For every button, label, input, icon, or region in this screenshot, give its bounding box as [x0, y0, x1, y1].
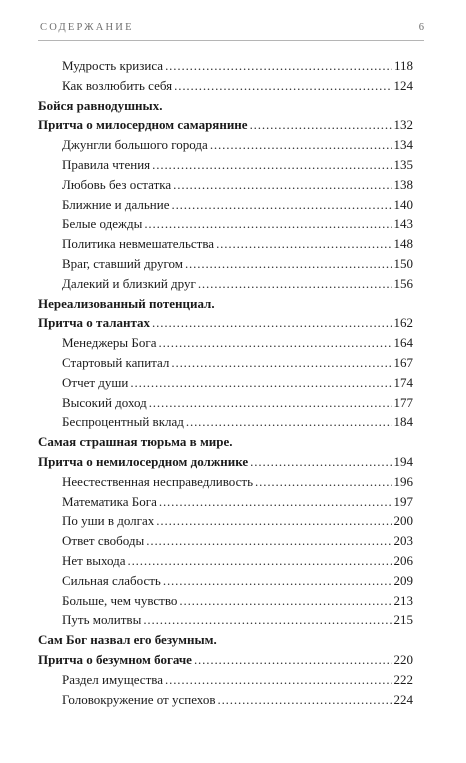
dot-leader [171, 197, 391, 213]
toc-page-number: 143 [393, 216, 413, 232]
toc-part-heading [38, 98, 413, 118]
toc-entry[interactable] [38, 375, 413, 395]
toc-entry[interactable] [38, 692, 413, 712]
toc-page-number: 194 [393, 453, 413, 469]
toc-entry-title: Далекий и близкий друг [62, 275, 196, 291]
toc-page-number: 138 [393, 176, 413, 192]
toc-section-entry[interactable] [38, 652, 413, 672]
dot-leader [143, 612, 391, 628]
toc-page-number: 200 [393, 513, 413, 529]
toc-entry-title: Беспроцентный вклад [62, 414, 184, 430]
toc-entry-title: Мудрость кризиса [62, 58, 164, 73]
toc-entry-title: Нет выхода [62, 552, 126, 568]
dot-leader [165, 672, 392, 688]
toc-entry-title: Притча о талантах [38, 315, 151, 331]
toc-page-number: 118 [393, 58, 413, 73]
dot-leader [186, 414, 392, 430]
toc-entry-title: Ближние и дальние [62, 196, 170, 212]
toc-entry-title: Ответ свободы [62, 533, 145, 549]
toc-entry-title: Сам Бог назвал его безумным. [38, 632, 217, 648]
dot-leader [127, 553, 391, 569]
toc-entry[interactable] [38, 494, 413, 514]
toc-entry[interactable] [38, 177, 413, 197]
dot-leader [216, 236, 391, 252]
toc-page-number: 167 [393, 354, 413, 370]
toc-entry-title: Притча о немилосердном должнике [38, 453, 249, 469]
toc-entry-title: Любовь без остатка [62, 176, 172, 192]
toc-page-number: 140 [393, 196, 413, 212]
dot-leader [174, 78, 391, 94]
toc-entry-title: Путь молитвы [62, 612, 142, 628]
dot-leader [173, 177, 391, 193]
dot-leader [152, 157, 391, 173]
toc-entry-title: По уши в долгах [62, 513, 155, 529]
toc-page-number: 222 [393, 671, 413, 687]
toc-page-number: 174 [393, 374, 413, 390]
toc-entry-title: Притча о безумном богаче [38, 651, 192, 667]
toc-page-number: 148 [393, 236, 413, 252]
header-divider [38, 40, 424, 41]
toc-page-number: 162 [393, 315, 413, 331]
toc-entry-title: Политика невмешательства [62, 236, 215, 252]
toc-entry-title: Стартовый капитал [62, 354, 170, 370]
toc-page-number: 150 [393, 255, 413, 271]
toc-entry-title: Бойся равнодушных. [38, 97, 163, 113]
toc-entry-title: Нереализованный потенциал. [38, 295, 215, 311]
dot-leader [152, 315, 391, 331]
dot-leader [210, 137, 392, 153]
toc-page-number: 135 [393, 156, 413, 172]
toc-entry-title: Высокий доход [62, 394, 147, 410]
toc-entry-title: Притча о милосердном самарянине [38, 117, 248, 133]
toc-entry[interactable] [38, 276, 413, 296]
toc-entry-title: Враг, ставший другом [62, 255, 183, 271]
toc-section-entry[interactable] [38, 454, 413, 474]
dot-leader [171, 355, 391, 371]
toc-entry-title: Головокружение от успехов [62, 691, 216, 707]
toc-entry[interactable] [38, 78, 413, 98]
toc-page-number: 196 [393, 473, 413, 489]
dot-leader [198, 276, 392, 292]
toc-entry[interactable] [38, 593, 413, 613]
dot-leader [250, 454, 391, 470]
toc-entry[interactable] [38, 553, 413, 573]
toc-entry[interactable] [38, 474, 413, 494]
dot-leader [179, 593, 391, 609]
dot-leader [217, 692, 391, 708]
toc-page-number: 213 [393, 592, 413, 608]
dot-leader [165, 58, 392, 74]
dot-leader [144, 216, 391, 232]
toc-entry-title: Раздел имущества [62, 671, 163, 687]
dot-leader [159, 494, 392, 510]
toc-part-heading [38, 296, 413, 316]
dot-leader [130, 375, 391, 391]
toc-entry[interactable] [38, 533, 413, 553]
dot-leader [250, 117, 392, 133]
toc-entry[interactable] [38, 197, 413, 217]
dot-leader [149, 395, 392, 411]
toc-entry-title: Математика Бога [62, 493, 157, 509]
toc-entry[interactable] [38, 216, 413, 236]
toc-entry[interactable] [38, 137, 413, 157]
toc-section-entry[interactable] [38, 117, 413, 137]
toc-section-entry[interactable] [38, 315, 413, 335]
toc-page-number: 206 [393, 552, 413, 568]
toc-entry[interactable] [38, 573, 413, 593]
running-header [38, 22, 424, 40]
dot-leader [156, 513, 391, 529]
toc-page-number: 220 [393, 651, 413, 667]
page-number: 6 [418, 22, 424, 33]
toc-entry-title: Джунгли большого города [62, 137, 208, 153]
toc-part-heading [38, 434, 413, 454]
toc-entry[interactable] [38, 395, 413, 415]
toc-page-number: 209 [393, 572, 413, 588]
toc-page-number: 224 [393, 691, 413, 707]
toc-entry-title: Правила чтения [62, 156, 151, 172]
running-header-title: СОДЕРЖАНИЕ [40, 22, 134, 33]
toc-entry-title: Отчет души [62, 374, 129, 390]
dot-leader [163, 573, 392, 589]
toc-page-number: 197 [393, 493, 413, 509]
toc-entry[interactable] [38, 236, 413, 256]
toc-entry[interactable] [38, 414, 413, 434]
toc-page-number: 164 [393, 335, 413, 351]
toc-entry[interactable] [38, 58, 413, 78]
toc-page-number: 177 [393, 394, 413, 410]
toc-entry-title: Больше, чем чувство [62, 592, 178, 608]
toc-page-number: 132 [393, 117, 413, 133]
toc-page-number: 184 [393, 414, 413, 430]
toc-entry[interactable] [38, 513, 413, 533]
toc-page-number: 215 [393, 612, 413, 628]
toc-entry-title: Менеджеры Бога [62, 335, 157, 351]
table-of-contents [38, 58, 413, 711]
toc-page-number: 124 [393, 77, 413, 93]
toc-entry[interactable] [38, 355, 413, 375]
toc-entry[interactable] [38, 335, 413, 355]
toc-entry[interactable] [38, 256, 413, 276]
toc-entry[interactable] [38, 612, 413, 632]
toc-entry-title: Белые одежды [62, 216, 143, 232]
dot-leader [146, 533, 391, 549]
dot-leader [158, 335, 391, 351]
dot-leader [194, 652, 392, 668]
toc-part-heading [38, 632, 413, 652]
dot-leader [185, 256, 392, 272]
toc-entry-title: Сильная слабость [62, 572, 161, 588]
toc-entry[interactable] [38, 157, 413, 177]
dot-leader [255, 474, 391, 490]
toc-entry-title: Самая страшная тюрьма в мире. [38, 434, 233, 450]
toc-entry-title: Неестественная несправедливость [62, 473, 254, 489]
toc-page-number: 156 [393, 275, 413, 291]
toc-entry[interactable] [38, 672, 413, 692]
toc-page-number: 134 [393, 137, 413, 153]
toc-page-number: 203 [393, 533, 413, 549]
toc-entry-title: Как возлюбить себя [62, 77, 173, 93]
